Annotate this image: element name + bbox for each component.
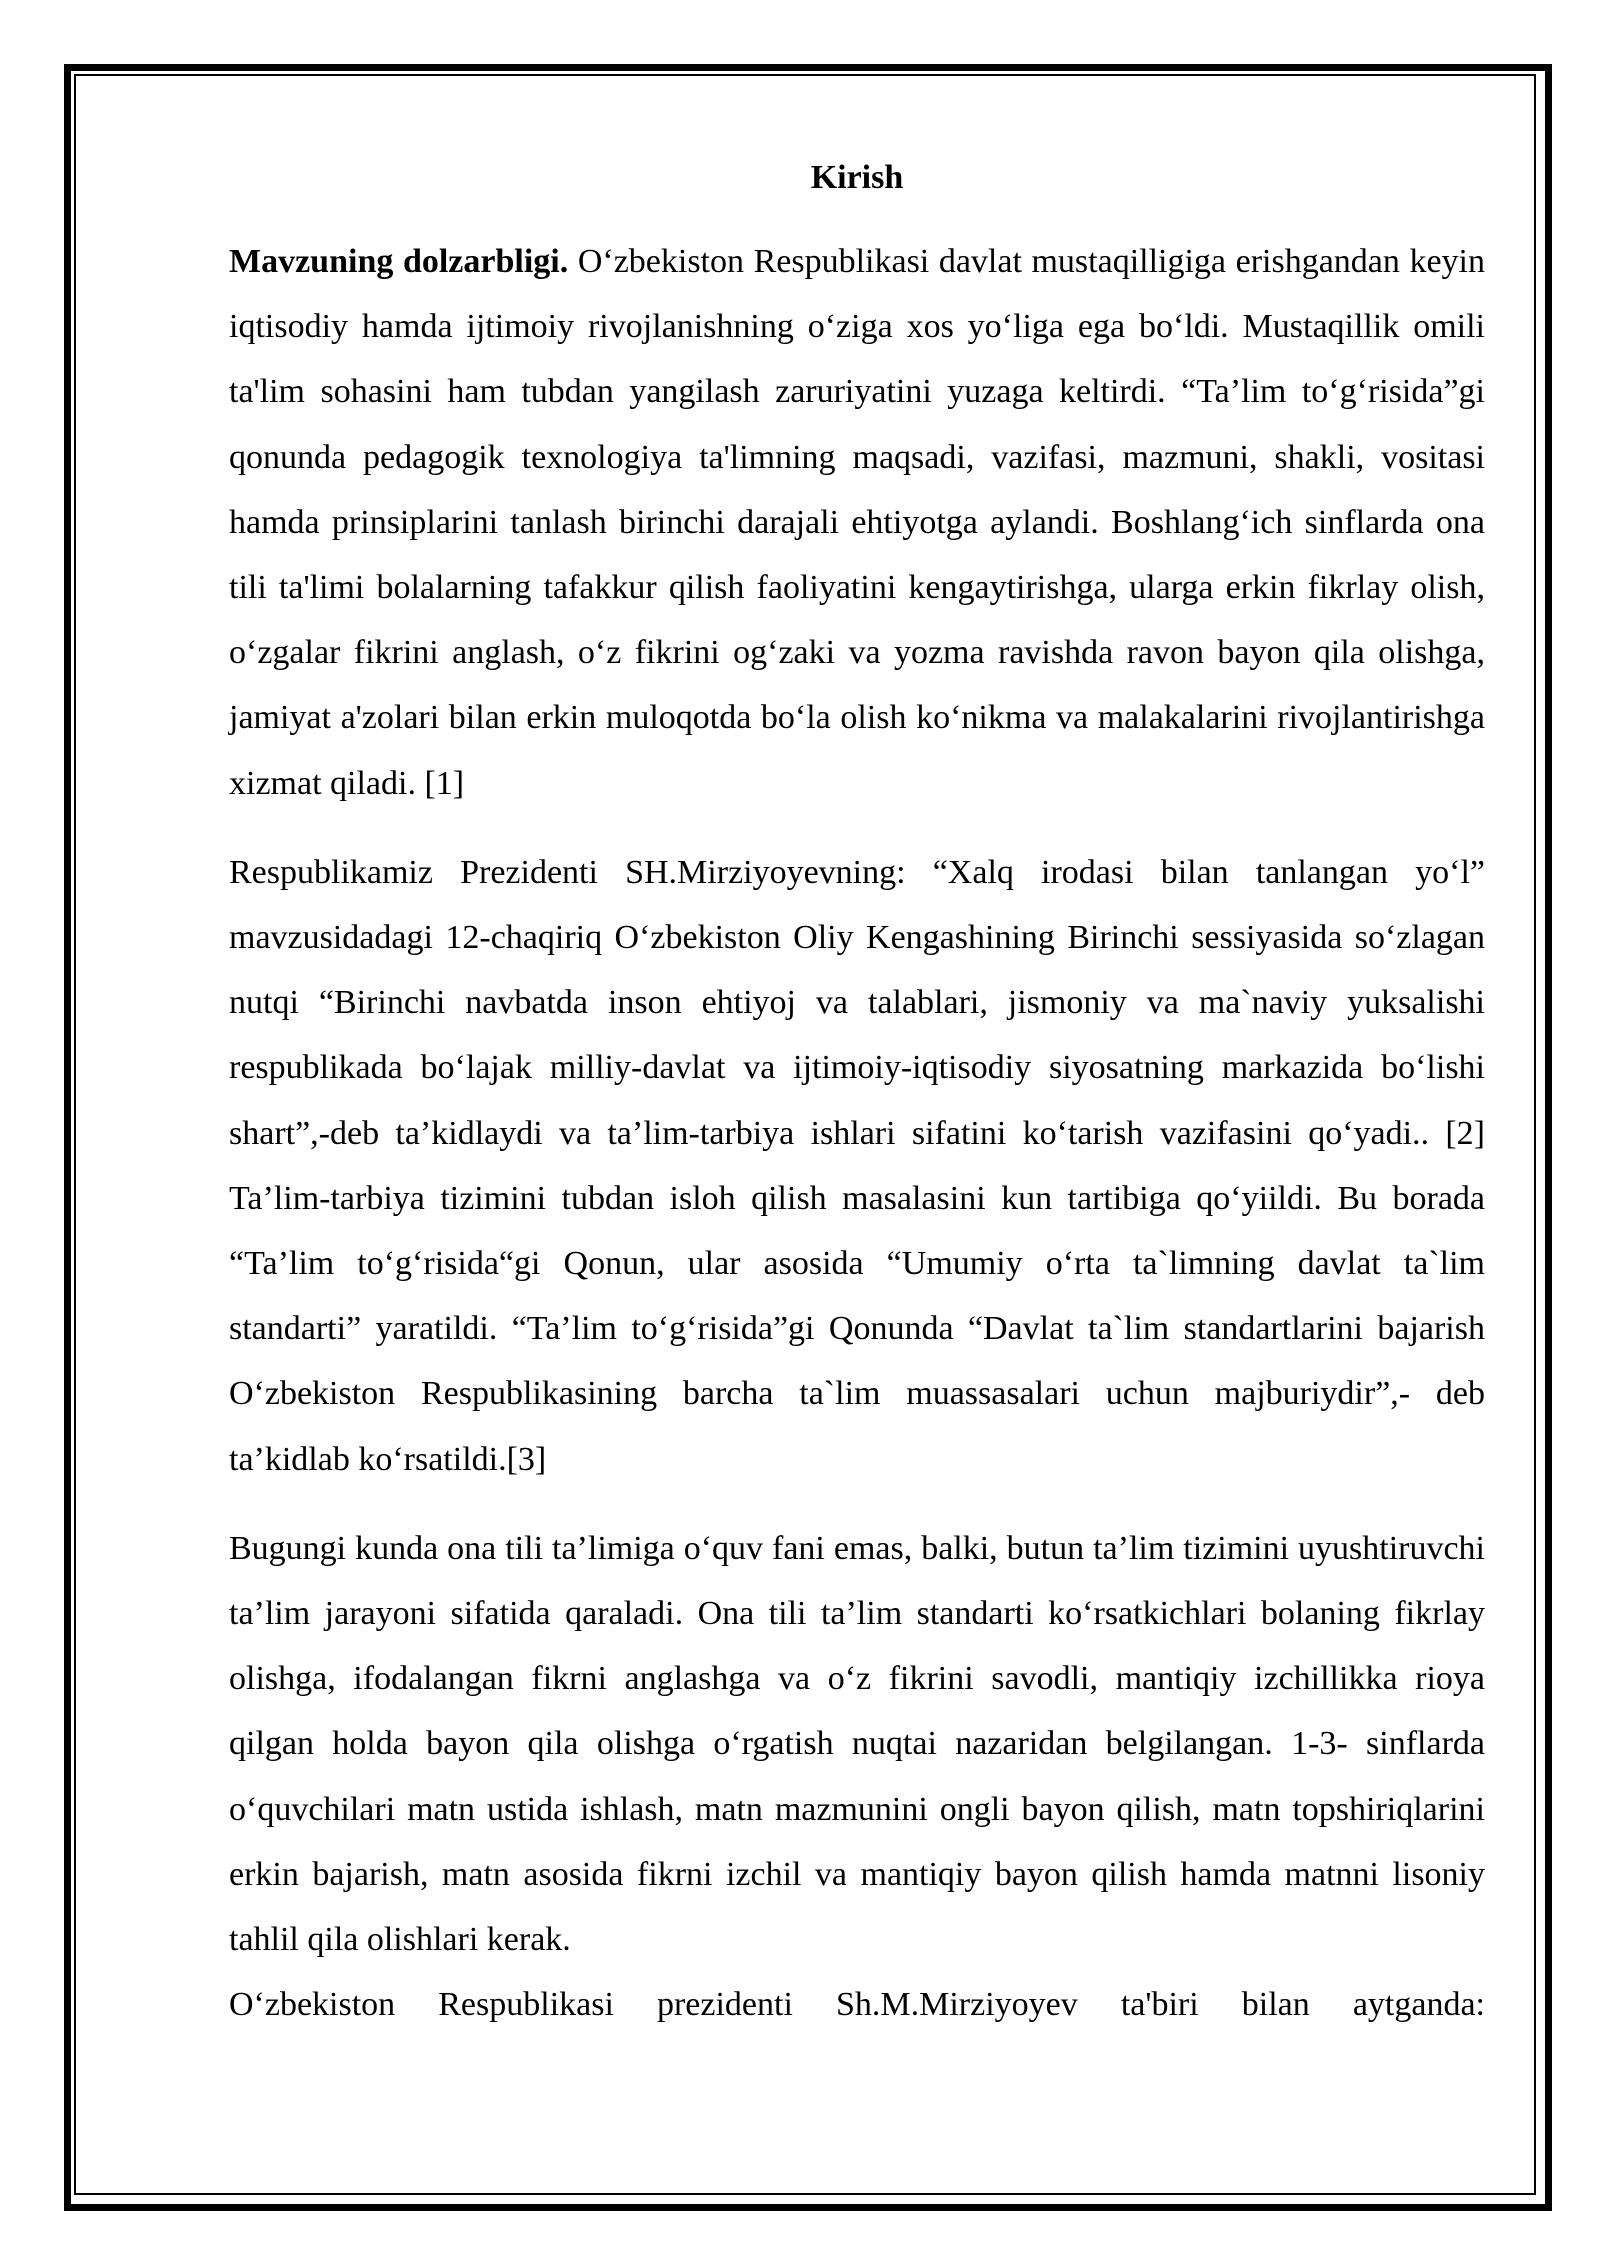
paragraph-text: O‘zbekiston Respublikasi davlat mustaqilligiga erishgandan keyin iqtisodiy hamda ijtimoiy rivojlanishning o‘ziga xos yo‘liga ega bo‘ldi. Mustaqillik omili ta'lim sohasini ham tubdan yangilash zaruriyatini yuzaga keltirdi. “Ta’lim to‘g‘risida”gi qonunda pedagogik texnologiya ta'limning maqsadi, vazifasi, mazmuni, shakli, vositasi hamda prinsiplarini tanlash birinchi darajali ehtiyotga aylandi. Boshlang‘ich sinflarda ona tili ta'limi bolalarning tafakkur qilish faoliyatini kengaytirishga, ularga erkin fikrlay olish, o‘zgalar fikrini anglash, o‘z fikrini og‘zaki va yozma ravishda ravon bayon qila olishga, jamiyat a'zolari bilan erkin muloqotda bo‘la olish ko‘nikma va malakalarini rivojlantirishga xizmat qiladi. [1] xyxy=(229,243,1486,802)
paragraph-3 xyxy=(229,1516,1485,2037)
paragraph-text: Respublikamiz Prezidenti SH.Mirziyoyevning: “Xalq irodasi bilan tanlangan yo‘l” mavzusidadagi 12-chaqiriq O‘zbekiston Oliy Kengashining Birinchi sessiyasida so‘zlagan nutqi “Birinchi navbatda inson ehtiyoj va talablari, jismoniy va ma`naviy yuksalishi respublikada bo‘lajak milliy-davlat va ijtimoiy-iqtisodiy siyosatning markazida bo‘lishi shart”,-deb ta’kidlaydi va ta’lim-tarbiya ishlari sifatini ko‘tarish vazifasini qo‘yadi.. [2] Ta’lim-tarbiya tizimini tubdan isloh qilish masalasini kun tartibiga qo‘yiildi. Bu borada “Ta’lim to‘g‘risida“gi Qonun, ular asosida “Umumiy o‘rta ta`limning davlat ta`lim standarti” yaratildi. “Ta’lim to‘g‘risida”gi Qonunda “Davlat ta`lim standartlarini bajarish O‘zbekiston Respublikasining barcha ta`lim muassasalari uchun majburiydir”,- deb ta’kidlab ko‘rsatildi.[3] xyxy=(229,853,1485,1478)
paragraph-text: Bugungi kunda ona tili ta’limiga o‘quv fani emas, balki, butun ta’lim tizimini uyushtiruvchi ta’lim jarayoni sifatida qaraladi. Ona tili ta’lim standarti ko‘rsatkichlari bolaning fikrlay olishga, ifodalangan fikrni anglashga va o‘z fikrini savodli, mantiqiy izchillikka rioya qilgan holda bayon qila olishga o‘rgatish nuqtai nazaridan belgilangan. 1-3- sinflarda o‘quvchilari matn ustida ishlash, matn mazmunini ongli bayon qilish, matn topshiriqlarini erkin bajarish, matn asosida fikrni izchil va mantiqiy bayon qilish hamda matnni lisoniy tahlil qila olishlari kerak. xyxy=(229,1529,1485,1959)
document-body xyxy=(229,150,1485,2037)
paragraph-1 xyxy=(229,229,1485,816)
document-title: Kirish xyxy=(810,159,904,196)
paragraph-lead: Mavzuning dolzarbligi. xyxy=(229,243,569,280)
paragraph-last-line: O‘zbekiston Respublikasi prezidenti Sh.M.Mirziyoyev ta'biri bilan aytganda: xyxy=(229,1986,1485,2024)
paragraph-2 xyxy=(229,840,1485,1492)
